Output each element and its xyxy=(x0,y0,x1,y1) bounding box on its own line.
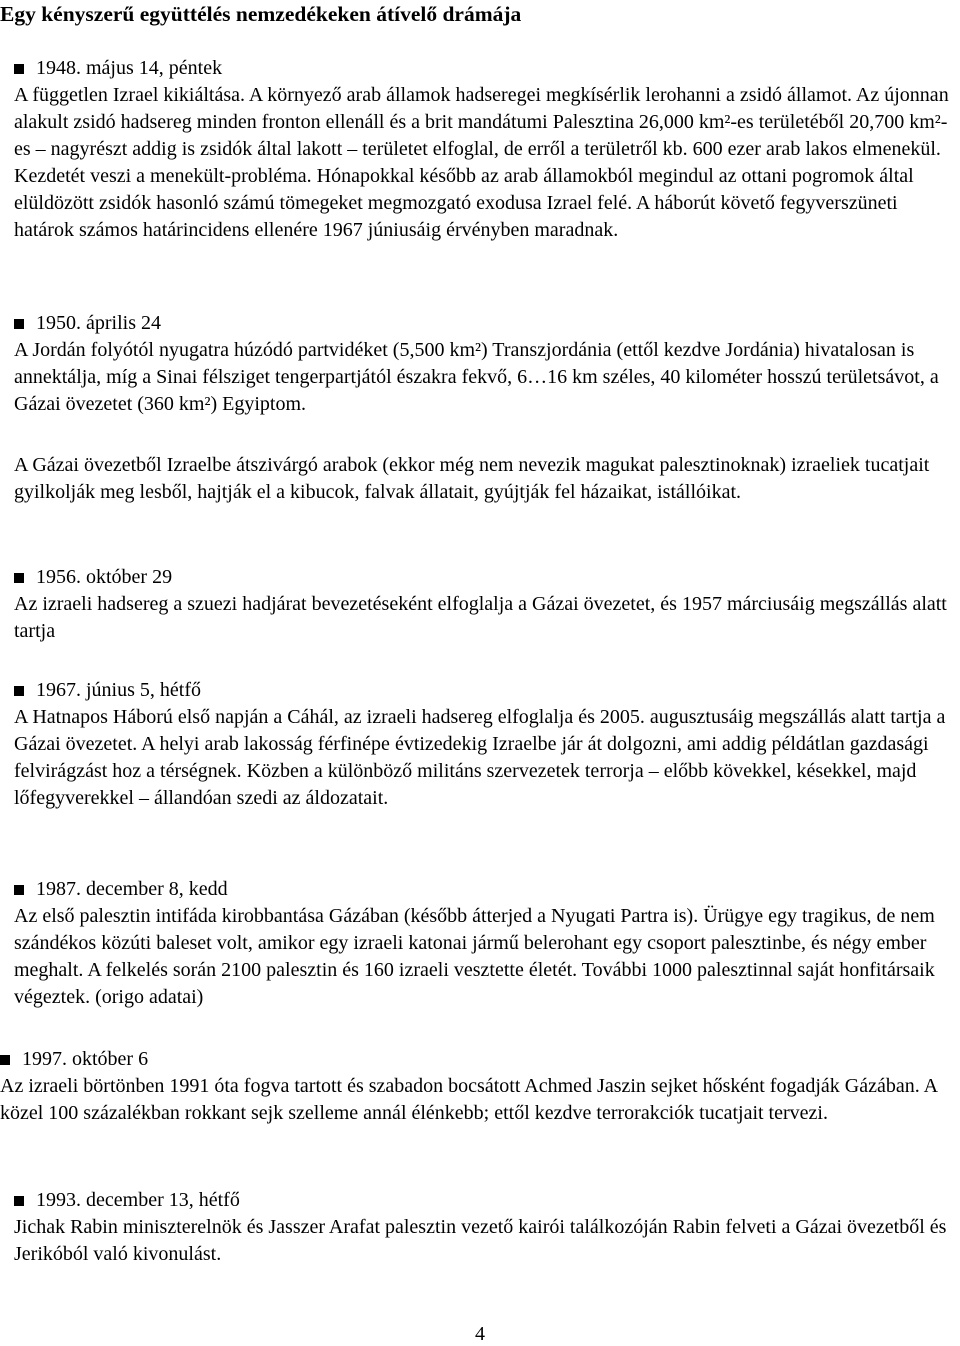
timeline-entry-1997 xyxy=(0,1046,955,1127)
entry-extra-paragraph: A Gázai övezetből Izraelbe átszivárgó arabok (ekkor még nem nevezik magukat palesztinoknak) izraeliek tucatjait gyilkolják meg lesből, hajtják el a kibucok, falvak állatait, gyújtják fel házaikat, istállóikat. xyxy=(14,454,930,503)
entry-date: 1967. június 5, hétfő xyxy=(36,679,201,701)
entry-date-line xyxy=(14,310,959,337)
square-bullet-icon xyxy=(14,885,24,895)
entry-date: 1948. május 14, péntek xyxy=(36,57,223,79)
square-bullet-icon xyxy=(14,319,24,329)
timeline-entry-1950 xyxy=(14,310,959,418)
square-bullet-icon xyxy=(14,686,24,696)
square-bullet-icon xyxy=(14,573,24,583)
entry-text: Az izraeli hadsereg a szuezi hadjárat bevezetéseként elfoglalja a Gázai övezetet, és 1957 márciusáig megszállás alatt tartja xyxy=(14,593,947,642)
entry-date-line xyxy=(14,1187,959,1214)
entry-text: A független Izrael kikiáltása. A környező arab államok hadseregei megkísérlik lerohanni a zsidó államot. Az újonnan alakult zsidó hadsereg minden fronton ellenáll és a brit mandátumi Palesztina 26,000 km²-es területéből 20,700 km²-es – nagyrészt addig is zsidók által lakott – területet elfoglal, de erről a területről kb. 600 ezer arab lakos elmenekül. Kezdetét veszi a menekült-probléma. Hónapokkal később az arab államokból megindul az ottani pogromok által elüldözött zsidók hasonló számú tömegeket megmozgató exodusa Izrael felé. A háborút követő fegyverszüneti határok számos határincidens ellenére 1967 júniusáig érvényben maradnak. xyxy=(14,84,949,241)
entry-text: A Jordán folyótól nyugatra húzódó partvidéket (5,500 km²) Transzjordánia (ettől kezdve Jordánia) hivatalosan is annektálja, míg a Sinai félsziget tengerpartjától északra fekvő, 6…16 km széles, 40 kilométer hosszú területsávot, a Gázai övezetet (360 km²) Egyiptom. xyxy=(14,339,939,415)
entry-text: A Hatnapos Háború első napján a Cáhál, az izraeli hadsereg elfoglalja és 2005. augusztusáig megszállás alatt tartja a Gázai övezetet. A helyi arab lakosság férfinépe évtizedekig Izraelbe jár át dolgozni, ami addig példátlan gazdasági felvirágzást hoz a térségnek. Közben a különböző militáns szervezetek terrorja – előbb kövekkel, késekkel, majd lőfegyverekkel – állandóan szedi az áldozatait. xyxy=(14,706,946,809)
timeline-entry-1956 xyxy=(14,564,959,645)
square-bullet-icon xyxy=(14,64,24,74)
entry-date: 1956. október 29 xyxy=(36,566,173,588)
entry-text: Az izraeli börtönben 1991 óta fogva tartott és szabadon bocsátott Achmed Jaszin sejket hősként fogadják Gázában. A közel 100 százalékban rokkant sejk szelleme annál élénkebb; ettől kezdve terrorakciók tucatjait tervezi. xyxy=(0,1075,937,1124)
entry-date-line xyxy=(14,677,959,704)
entry-date: 1950. április 24 xyxy=(36,312,161,334)
timeline-entry-1987 xyxy=(14,876,959,1011)
timeline-entry-1993 xyxy=(14,1187,959,1268)
entry-date: 1993. december 13, hétfő xyxy=(36,1189,240,1211)
entry-date-line xyxy=(14,55,959,82)
entry-text: Jichak Rabin miniszterelnök és Jasszer Arafat palesztin vezető kairói találkozóján Rabin felveti a Gázai övezetből és Jerikóból való kivonulást. xyxy=(14,1216,947,1265)
page-title: Egy kényszerű együttélés nemzedékeken átívelő drámája xyxy=(0,2,522,26)
entry-date-line xyxy=(14,876,959,903)
entry-date: 1987. december 8, kedd xyxy=(36,878,228,900)
entry-date: 1997. október 6 xyxy=(22,1048,149,1070)
square-bullet-icon xyxy=(14,1196,24,1206)
square-bullet-icon xyxy=(0,1055,10,1065)
entry-date-line xyxy=(14,564,959,591)
entry-date-line xyxy=(0,1046,955,1073)
timeline-entry-1948 xyxy=(14,55,959,244)
page-number: 4 xyxy=(475,1323,485,1345)
timeline-entry-1967 xyxy=(14,677,959,812)
entry-text: Az első palesztin intifáda kirobbantása Gázában (később átterjed a Nyugati Partra is). Ürügye egy tragikus, de nem szándékos közúti baleset volt, amikor egy izraeli katonai jármű belerohant egy csoport palesztinbe, és négy ember meghalt. A felkelés során 2100 palesztin és 160 izraeli vesztette életét. További 1000 palesztinnal saját honfitársaik végeztek. (origo adatai) xyxy=(14,905,935,1008)
